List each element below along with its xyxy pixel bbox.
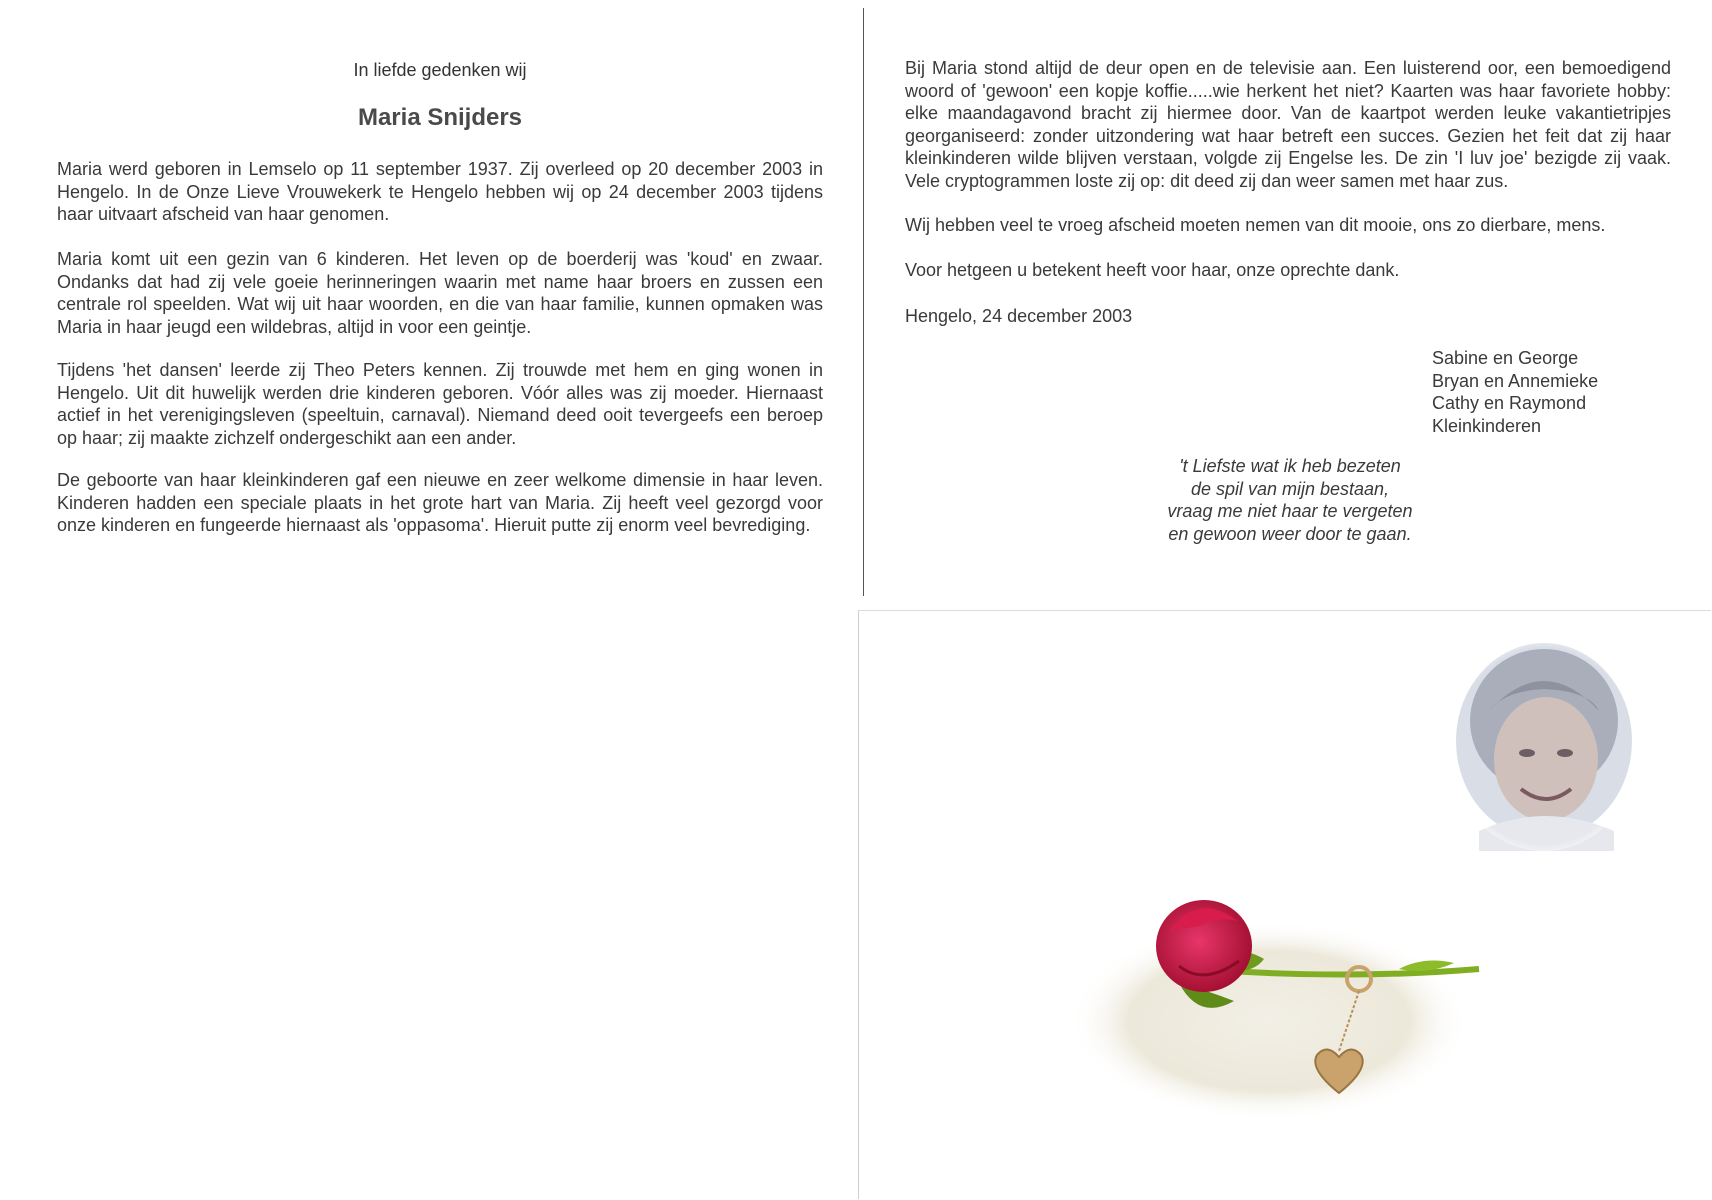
- signature-line: Sabine en George: [1432, 348, 1579, 368]
- paragraph-childhood: Maria komt uit een gezin van 6 kinderen. Het leven op de boerderij was 'koud' en zwaar. Ondanks dat had zij vele goeie herinneringen waarin met name haar broers en zussen een centrale rol speelden. Wat wij uit haar woorden, en die van haar familie, kunnen opmaken was Maria in haar jeugd een wildebras, altijd in voor een geintje.: [57, 249, 823, 337]
- paragraph-farewell: Wij hebben veel te vroeg afscheid moeten nemen van dit mooie, ons zo dierbare, mens.: [905, 215, 1606, 235]
- poem-line: 't Liefste wat ik heb bezeten: [1179, 456, 1401, 476]
- rose-illustration: [1059, 871, 1509, 1121]
- photo-card: [858, 610, 1711, 1199]
- signature-line: Cathy en Raymond: [1432, 393, 1587, 413]
- intro-line: In liefde gedenken wij: [353, 60, 527, 80]
- signatures: [1432, 347, 1598, 437]
- left-card: [0, 0, 864, 596]
- paragraph-birth-death: Maria werd geboren in Lemselo op 11 september 1937. Zij overleed op 20 december 2003 in Hengelo. In de Onze Lieve Vrouwekerk te Hengelo hebben wij op 24 december 2003 tijdens haar uitvaart afscheid van haar genomen.: [57, 159, 823, 224]
- paragraph-thanks: Voor hetgeen u betekent heeft voor haar, onze oprechte dank.: [905, 260, 1400, 280]
- deceased-name: Maria Snijders: [357, 104, 523, 131]
- poem-line: de spil van mijn bestaan,: [1190, 478, 1390, 499]
- signature-line: Bryan en Annemieke: [1432, 370, 1599, 391]
- poem: [1130, 455, 1450, 545]
- paragraph-grandchildren: De geboorte van haar kleinkinderen gaf een nieuwe en zeer welkome dimensie in haar leven. Kinderen hadden een speciale plaats in het grote hart van Maria. Zij heeft veel gezorgd voor onze kinderen en fungeerde hiernaast als 'oppasoma'. Hieruit putte zij enorm veel bevrediging.: [57, 470, 823, 535]
- portrait-photo: [1449, 641, 1639, 851]
- poem-line: vraag me niet haar te vergeten: [1167, 501, 1413, 521]
- poem-line: en gewoon weer door te gaan.: [1168, 523, 1412, 544]
- paragraph-hobbies: Bij Maria stond altijd de deur open en de televisie aan. Een luisterend oor, een bemoedigend woord of 'gewoon' een kopje koffie.....wie herkent het niet? Kaarten was haar favoriete hobby: elke maandagavond bracht zij hiermee door. Van de kaartpot werden leuke vakantietripjes georganiseerd: zonder uitzondering wat haar betreft een succes. Gezien het feit dat zij haar kleinkinderen wilde blijven verstaan, volgde zij Engelse les. De zin 'I luv joe' bezigde zij vaak. Vele cryptogrammen loste zij op: dit deed zij dan weer samen met haar zus.: [905, 58, 1671, 191]
- paragraph-marriage: Tijdens 'het dansen' leerde zij Theo Peters kennen. Zij trouwde met hem en ging wonen in Hengelo. Uit dit huwelijk werden drie kinderen geboren. Vóór alles was zij moeder. Hiernaast actief in het verenigingsleven (speeltuin, carnaval). Niemand deed ooit tevergeefs een beroep op haar; zij maakte zichzelf ondergeschikt aan een ander.: [57, 360, 823, 448]
- place-date: Hengelo, 24 december 2003: [905, 306, 1133, 326]
- signature-line: Kleinkinderen: [1432, 415, 1542, 436]
